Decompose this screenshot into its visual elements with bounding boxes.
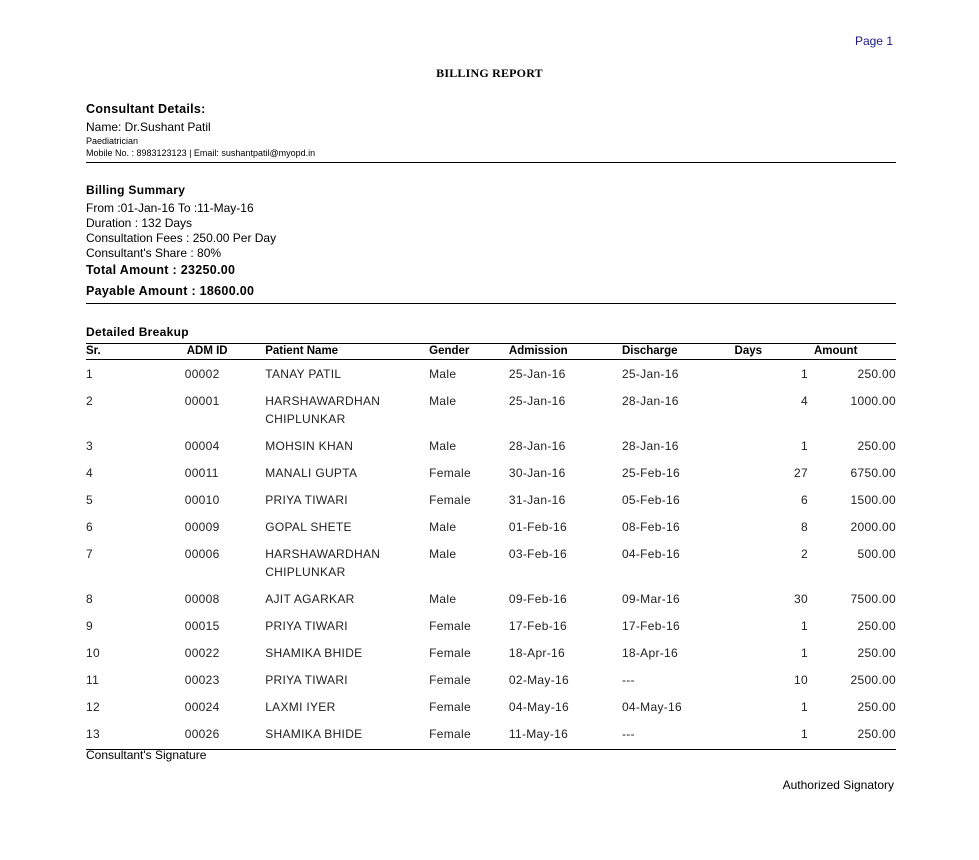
cell-days: 10 (794, 673, 808, 687)
cell-gender: Female (429, 700, 471, 714)
cell-gender: Female (429, 619, 471, 633)
cell-adm-id: 00022 (184, 646, 220, 660)
cell-adm-id: 00023 (184, 673, 220, 687)
cell-sr: 6 (86, 520, 93, 534)
divider (86, 303, 896, 304)
cell-patient-name (265, 666, 429, 693)
patient-name-text: PRIYA TIWARI (265, 673, 348, 687)
cell-patient-name (265, 612, 429, 639)
cell-admission: 11-May-16 (509, 720, 622, 750)
consultant-details (86, 102, 896, 159)
cell-sr: 8 (86, 592, 93, 606)
cell-days: 1 (800, 439, 808, 453)
cell-discharge: --- (621, 673, 635, 687)
patient-name-text: GOPAL SHETE (265, 520, 352, 534)
consultant-specialty: Paediatrician (86, 136, 139, 146)
cell-days: 2 (800, 547, 808, 561)
cell-days: 1 (800, 367, 808, 381)
cell-sr: 5 (86, 493, 93, 507)
cell-admission: 04-May-16 (508, 700, 569, 714)
summary-share: Consultant's Share : 80% (86, 246, 222, 260)
cell-amount: 6750.00 (850, 466, 896, 480)
cell-gender: Female (429, 646, 471, 660)
table-row (86, 360, 896, 388)
consultant-heading: Consultant Details: (86, 102, 206, 116)
patient-name-text: PRIYA TIWARI (265, 493, 348, 507)
cell-days: 8 (800, 520, 808, 534)
cell-amount: 250.00 (857, 619, 896, 633)
cell-sr: 4 (86, 466, 93, 480)
cell-adm-id: 00008 (184, 592, 220, 606)
patient-name-text: LAXMI IYER (265, 700, 336, 714)
cell-adm-id: 00010 (184, 493, 220, 507)
cell-adm-id: 00026 (133, 720, 265, 750)
cell-sr: 1 (86, 367, 93, 381)
patient-name-text: AJIT AGARKAR (265, 592, 355, 606)
report-title: BILLING REPORT (436, 66, 543, 80)
column-header-admission: Admission (509, 344, 622, 360)
consultant-contact: Mobile No. : 8983123123 | Email: sushantpatil@myopd.in (86, 148, 316, 158)
summary-period: From :01-Jan-16 To :11-May-16 (86, 201, 254, 215)
cell-days: 1 (800, 646, 808, 660)
patient-name-text: HARSHAWARDHAN CHIPLUNKAR (265, 547, 381, 579)
patient-name-text: SHAMIKA BHIDE (265, 646, 363, 660)
cell-patient-name (265, 639, 429, 666)
table-row (86, 432, 896, 459)
consultant-name: Name: Dr.Sushant Patil (86, 120, 211, 134)
cell-patient-name (265, 459, 429, 486)
cell-adm-id: 00001 (184, 394, 220, 408)
cell-gender: Male (429, 394, 457, 408)
cell-admission: 31-Jan-16 (508, 493, 566, 507)
table-row (86, 387, 896, 432)
cell-sr: 7 (86, 547, 93, 561)
cell-adm-id: 00004 (184, 439, 220, 453)
column-header-gender: Gender (429, 344, 509, 360)
cell-days: 27 (794, 466, 808, 480)
column-header-sr: Sr. (86, 344, 133, 360)
cell-adm-id: 00024 (184, 700, 220, 714)
cell-days: 6 (800, 493, 808, 507)
table-row (86, 513, 896, 540)
cell-admission: 02-May-16 (508, 673, 569, 687)
cell-discharge: 18-Apr-16 (621, 646, 678, 660)
patient-name-text: MANALI GUPTA (265, 466, 358, 480)
cell-sr: 3 (86, 439, 93, 453)
patient-name-text: HARSHAWARDHAN CHIPLUNKAR (265, 394, 381, 426)
cell-discharge: 17-Feb-16 (621, 619, 681, 633)
column-header-patient-name: Patient Name (265, 344, 429, 360)
divider (86, 162, 896, 163)
cell-amount: 250.00 (814, 720, 896, 750)
table-row (86, 612, 896, 639)
summary-fees: Consultation Fees : 250.00 Per Day (86, 231, 277, 245)
cell-days: 4 (800, 394, 808, 408)
cell-gender: Male (429, 439, 457, 453)
table-row (86, 693, 896, 720)
summary-duration: Duration : 132 Days (86, 216, 193, 230)
cell-discharge: 28-Jan-16 (621, 439, 679, 453)
cell-sr: 13 (86, 720, 133, 750)
cell-gender: Female (429, 673, 471, 687)
column-header-adm-id: ADM ID (133, 344, 265, 360)
summary-total: Total Amount : 23250.00 (86, 263, 236, 277)
cell-amount: 2000.00 (850, 520, 896, 534)
cell-patient-name (265, 360, 429, 388)
column-header-days: Days (735, 344, 814, 360)
table-row (86, 486, 896, 513)
cell-amount: 250.00 (857, 367, 896, 381)
table-header-row (86, 344, 896, 360)
cell-gender: Female (429, 466, 471, 480)
table-row (86, 540, 896, 585)
cell-patient-name (265, 513, 429, 540)
table-row (86, 459, 896, 486)
table-body (86, 360, 896, 750)
cell-admission: 09-Feb-16 (508, 592, 567, 606)
billing-summary (86, 183, 896, 300)
cell-amount: 1500.00 (850, 493, 896, 507)
cell-admission: 18-Apr-16 (508, 646, 565, 660)
cell-discharge: 28-Jan-16 (621, 394, 679, 408)
page-number: Page 1 (854, 34, 893, 48)
cell-amount: 1000.00 (850, 394, 896, 408)
cell-patient-name (265, 486, 429, 513)
cell-amount: 7500.00 (850, 592, 896, 606)
cell-discharge: 08-Feb-16 (621, 520, 681, 534)
cell-discharge: 09-Mar-16 (621, 592, 680, 606)
cell-sr: 9 (86, 619, 93, 633)
patient-name-text: PRIYA TIWARI (265, 619, 348, 633)
cell-admission: 01-Feb-16 (508, 520, 567, 534)
cell-patient-name (265, 585, 429, 612)
table-row (86, 666, 896, 693)
table-row (86, 639, 896, 666)
cell-admission: 28-Jan-16 (508, 439, 566, 453)
cell-patient-name (265, 387, 429, 432)
cell-days: 1 (800, 619, 808, 633)
cell-amount: 250.00 (857, 646, 896, 660)
cell-amount: 250.00 (857, 439, 896, 453)
summary-payable: Payable Amount : 18600.00 (86, 284, 255, 298)
patient-name-text: SHAMIKA BHIDE (265, 727, 363, 741)
cell-discharge: 04-Feb-16 (621, 547, 681, 561)
cell-patient-name (265, 720, 429, 750)
cell-sr: 10 (86, 646, 100, 660)
cell-discharge: 25-Feb-16 (621, 466, 681, 480)
table-row (86, 585, 896, 612)
cell-discharge: 04-May-16 (621, 700, 682, 714)
cell-admission: 25-Jan-16 (508, 394, 566, 408)
patient-name-text: TANAY PATIL (265, 367, 342, 381)
cell-gender: Female (429, 720, 509, 750)
cell-amount: 250.00 (857, 700, 896, 714)
cell-patient-name (265, 540, 429, 585)
cell-discharge: 25-Jan-16 (621, 367, 679, 381)
table-row (86, 720, 896, 750)
breakup-heading: Detailed Breakup (86, 325, 189, 339)
cell-admission: 25-Jan-16 (508, 367, 566, 381)
cell-patient-name (265, 432, 429, 459)
cell-gender: Female (429, 493, 471, 507)
cell-gender: Male (429, 547, 457, 561)
cell-amount: 500.00 (857, 547, 896, 561)
breakup-table (86, 343, 896, 750)
patient-name-text: MOHSIN KHAN (265, 439, 354, 453)
cell-adm-id: 00015 (184, 619, 220, 633)
cell-sr: 12 (86, 700, 100, 714)
cell-days: 1 (800, 700, 808, 714)
consultant-signature-label: Consultant's Signature (86, 748, 207, 762)
cell-gender: Male (429, 367, 457, 381)
cell-amount: 2500.00 (850, 673, 896, 687)
cell-discharge: 05-Feb-16 (621, 493, 681, 507)
cell-days: 30 (794, 592, 808, 606)
cell-adm-id: 00011 (184, 466, 219, 480)
cell-sr: 11 (86, 673, 100, 687)
cell-discharge: --- (622, 720, 735, 750)
cell-adm-id: 00006 (184, 547, 220, 561)
cell-admission: 30-Jan-16 (508, 466, 566, 480)
cell-days: 1 (735, 720, 814, 750)
authorized-signatory-label: Authorized Signatory (782, 778, 894, 792)
cell-admission: 03-Feb-16 (508, 547, 567, 561)
cell-admission: 17-Feb-16 (508, 619, 567, 633)
cell-gender: Male (429, 520, 457, 534)
cell-sr: 2 (86, 394, 93, 408)
column-header-discharge: Discharge (622, 344, 735, 360)
column-header-amount: Amount (814, 344, 896, 360)
cell-gender: Male (429, 592, 457, 606)
cell-adm-id: 00009 (184, 520, 220, 534)
cell-patient-name (265, 693, 429, 720)
summary-heading: Billing Summary (86, 183, 186, 197)
cell-adm-id: 00002 (184, 367, 220, 381)
